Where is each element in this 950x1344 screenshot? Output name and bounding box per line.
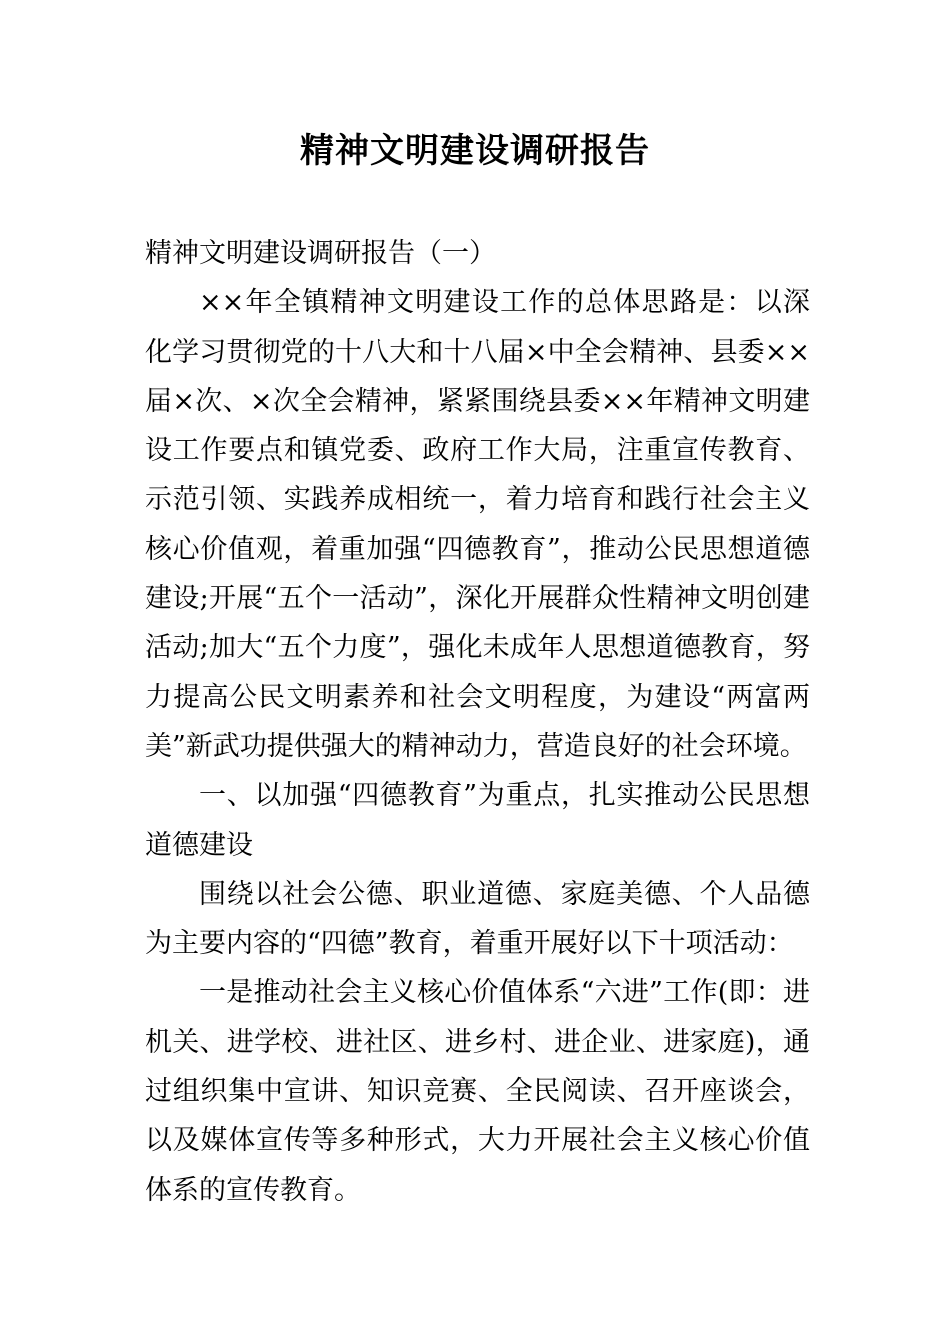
document-body [145, 229, 810, 1215]
document-title: 精神文明建设调研报告 [300, 131, 650, 171]
paragraph-section-one-heading: 一、以加强“四德教育”为重点，扎实推动公民思想道德建设 [145, 780, 810, 861]
section-heading: 精神文明建设调研报告（一） [145, 238, 496, 269]
paragraph-four-virtues: 围绕以社会公德、职业道德、家庭美德、个人品德为主要内容的“四德”教育，着重开展好以下十项活动： [145, 878, 810, 960]
paragraph-overview: ××年全镇精神文明建设工作的总体思路是：以深化学习贯彻党的十八大和十八届×中全会精神、县委××届×次、×次全会精神，紧紧围绕县委××年精神文明建设工作要点和镇党委、政府工作大局，注重宣传教育、示范引领、实践养成相统一，着力培育和践行社会主义核心价值观，着重加强“四德教育”，推动公民思想道德建设;开展“五个一活动”，深化开展群众性精神文明创建活动;加大“五个力度”，强化未成年人思想道德教育，努力提高公民文明素养和社会文明程度，为建设“两富两美”新武功提供强大的精神动力，营造良好的社会环境。 [145, 287, 810, 762]
paragraph-item-one: 一是推动社会主义核心价值体系“六进”工作(即：进机关、进学校、进社区、进乡村、进企业、进家庭)，通过组织集中宣讲、知识竞赛、全民阅读、召开座谈会，以及媒体宣传等多种形式，大力开展社会主义核心价值体系的宣传教育。 [145, 977, 810, 1206]
